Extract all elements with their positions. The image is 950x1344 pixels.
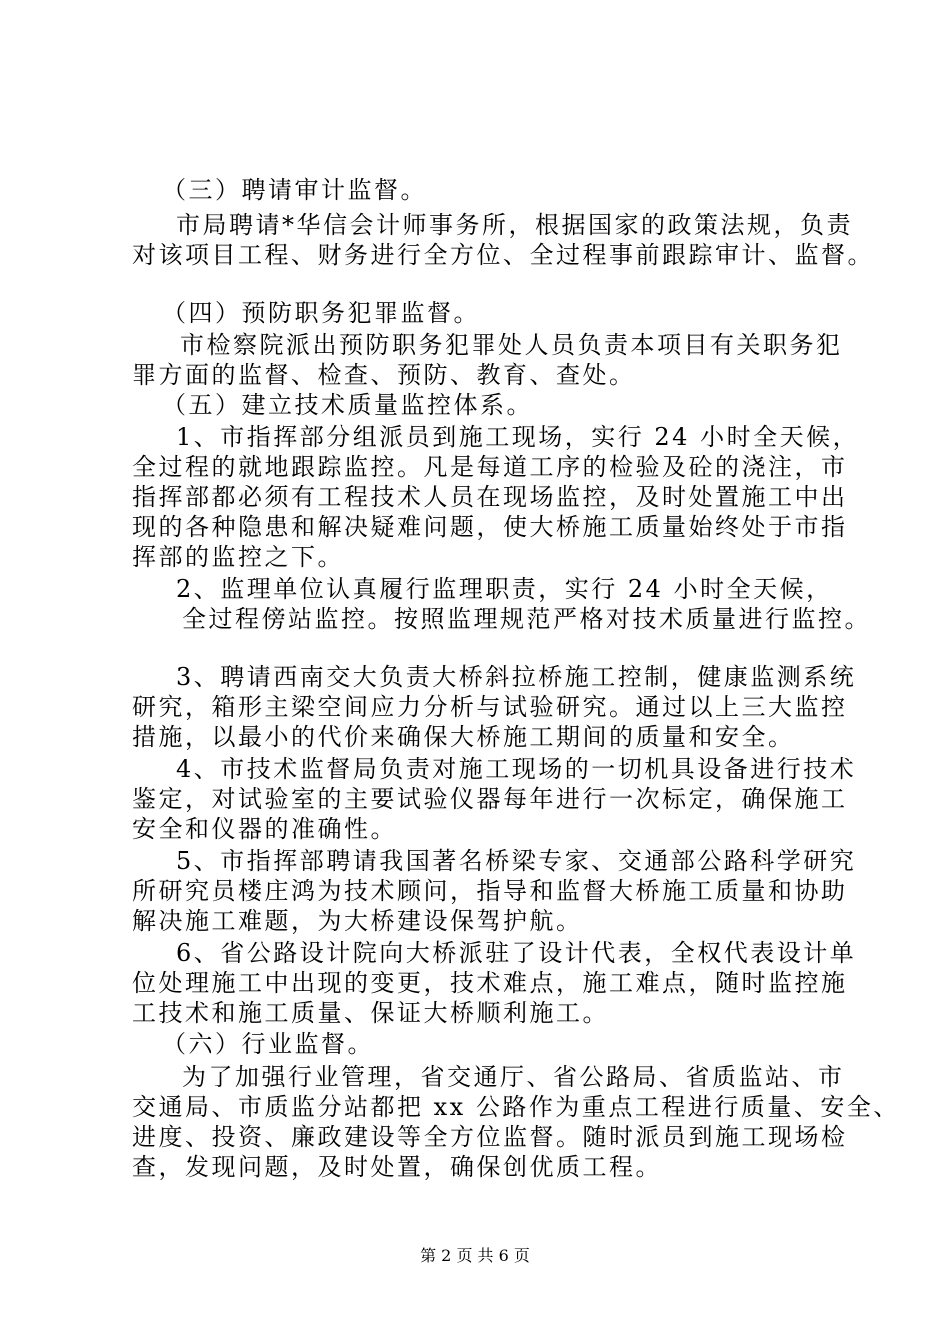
page-footer: 第 2 页 共 6 页 [420,1246,530,1265]
heading-industry: （六）行业监督。 [162,1030,374,1058]
heading-crime-prevention: （四）预防职务犯罪监督。 [162,299,480,327]
paragraph-line: 研究，箱形主梁空间应力分析与试验研究。通过以上三大监控 [132,693,848,721]
paragraph-line: 现的各种隐患和解决疑难问题，使大桥施工质量始终处于市指 [132,513,848,541]
paragraph-line: 市局聘请*华信会计师事务所，根据国家的政策法规，负责 [176,211,853,239]
paragraph-line: 对该项目工程、财务进行全方位、全过程事前跟踪审计、监督。 [132,241,874,269]
heading-quality-system: （五）建立技术质量监控体系。 [162,391,533,419]
paragraph-line: 所研究员楼庄鸿为技术顾问，指导和监督大桥施工质量和协助 [132,877,848,905]
paragraph-line: 4、市技术监督局负责对施工现场的一切机具设备进行技术 [176,755,857,783]
paragraph-line: 措施，以最小的代价来确保大桥施工期间的质量和安全。 [132,723,795,751]
paragraph-line: 2、监理单位认真履行监理职责，实行 24 小时全天候， [176,575,833,603]
paragraph-line: 进度、投资、廉政建设等全方位监督。随时派员到施工现场检 [132,1123,848,1151]
paragraph-line: 5、市指挥部聘请我国著名桥梁专家、交通部公路科学研究 [176,847,857,875]
paragraph-line: 市检察院派出预防职务犯罪处人员负责本项目有关职务犯 [180,331,843,359]
paragraph-line: 安全和仪器的准确性。 [132,815,397,843]
paragraph-line: 位处理施工中出现的变更，技术难点，施工难点，随时监控施 [132,969,848,997]
paragraph-line: 全过程傍站监控。按照监理规范严格对技术质量进行监控。 [182,605,871,633]
paragraph-line: 鉴定，对试验室的主要试验仪器每年进行一次标定，确保施工 [132,785,848,813]
paragraph-line: 查，发现问题，及时处置，确保创优质工程。 [132,1153,662,1181]
paragraph-line: 罪方面的监督、检查、预防、教育、查处。 [132,361,636,389]
paragraph-line: 解决施工难题，为大桥建设保驾护航。 [132,907,583,935]
paragraph-line: 为了加强行业管理，省交通厅、省公路局、省质监站、市 [182,1063,845,1091]
paragraph-line: 1、市指挥部分组派员到施工现场，实行 24 小时全天候， [176,423,860,451]
paragraph-line: 工技术和施工质量、保证大桥顺利施工。 [132,999,609,1027]
paragraph-line: 全过程的就地跟踪监控。凡是每道工序的检验及砼的浇注，市 [132,453,848,481]
paragraph-line: 交通局、市质监分站都把 xx 公路作为重点工程进行质量、安全、 [132,1093,900,1121]
paragraph-line: 3、聘请西南交大负责大桥斜拉桥施工控制，健康监测系统 [176,663,857,691]
paragraph-line: 指挥部都必须有工程技术人员在现场监控，及时处置施工中出 [132,483,848,511]
paragraph-line: 挥部的监控之下。 [132,543,344,571]
heading-audit: （三）聘请审计监督。 [162,176,427,204]
paragraph-line: 6、省公路设计院向大桥派驻了设计代表，全权代表设计单 [176,939,857,967]
